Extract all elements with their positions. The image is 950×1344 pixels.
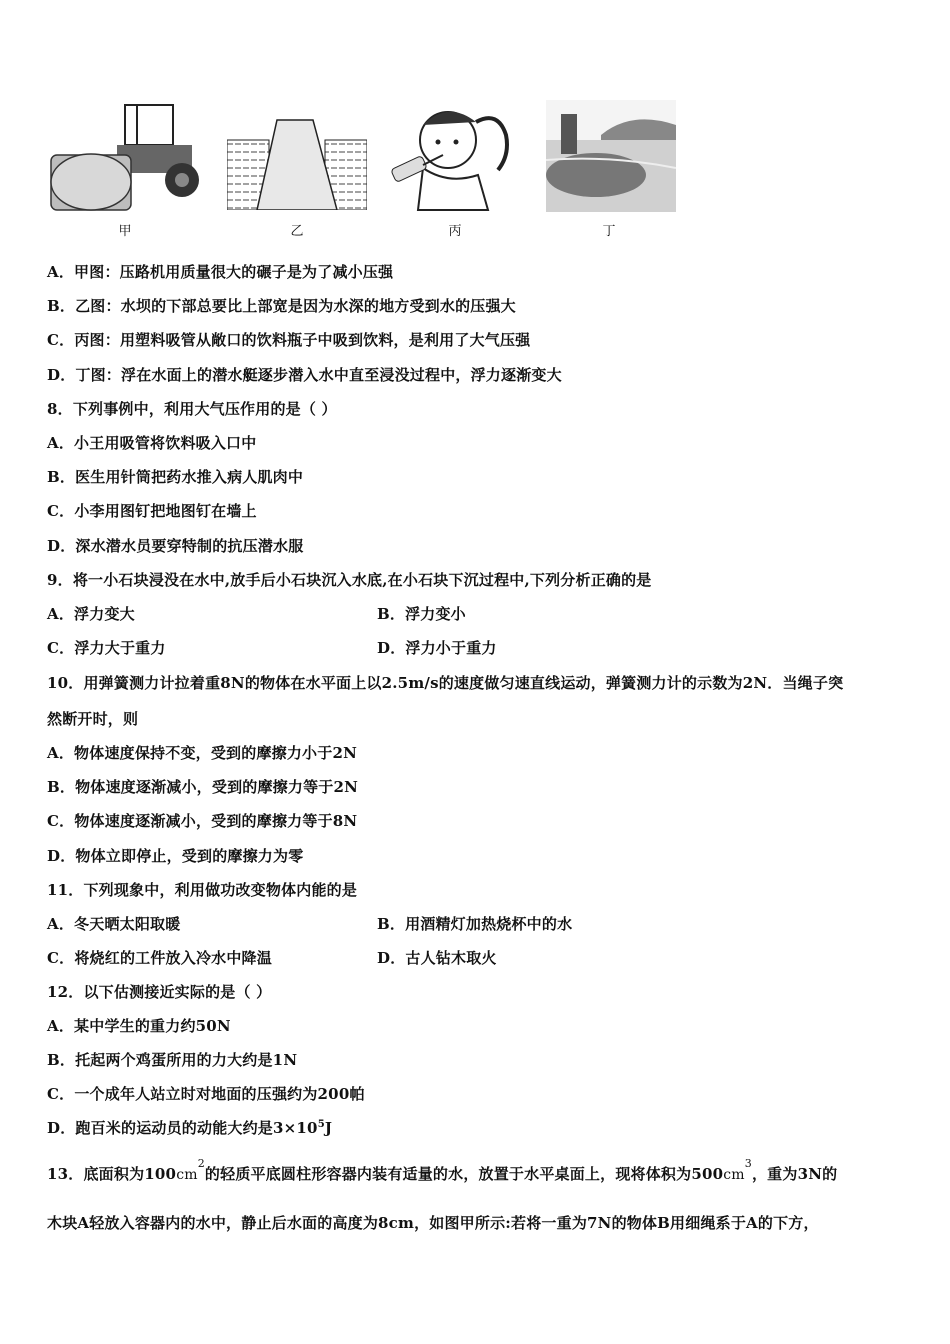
q11-option-d: D．古人钻木取火: [377, 949, 497, 967]
road-roller-figure: [47, 100, 202, 215]
q10-stem-line2: 然断开时，则: [47, 710, 139, 728]
figure-strip: [0, 100, 950, 250]
q9-option-d: D．浮力小于重力: [377, 639, 497, 657]
q12-option-d-exponent: 5: [317, 1119, 325, 1130]
q7-option-d: D．丁图：浮在水面上的潜水艇逐步潜入水中直至浸没过程中，浮力逐渐变大: [47, 366, 562, 384]
caption-bing: 丙: [448, 224, 462, 239]
q9-option-a: A．浮力变大: [47, 605, 135, 623]
q10-option-a: A．物体速度保持不变，受到的摩擦力小于2N: [47, 744, 357, 762]
q13-unit2-text: cm: [723, 1167, 745, 1183]
q9-option-c: C．浮力大于重力: [47, 639, 166, 657]
q13-part3: ，重为3N的: [751, 1165, 838, 1183]
q12-option-d-suffix: J: [324, 1119, 333, 1137]
q11-option-a: A．冬天晒太阳取暖: [47, 915, 181, 933]
q7-option-b: B．乙图：水坝的下部总要比上部宽是因为水深的地方受到水的压强大: [47, 297, 516, 315]
q13-stem-line1: [47, 1157, 838, 1184]
q12-option-c: C．一个成年人站立时对地面的压强约为200帕: [47, 1085, 365, 1103]
q13-unit2-exp: 3: [744, 1157, 752, 1170]
dam-figure: [227, 100, 367, 210]
caption-jia: 甲: [118, 224, 132, 239]
q10-option-c: C．物体速度逐渐减小，受到的摩擦力等于8N: [47, 812, 358, 830]
submarine-figure: [546, 100, 676, 212]
q12-option-a: A．某中学生的重力约50N: [47, 1017, 231, 1035]
q12-stem: 12．以下估测接近实际的是（ ）: [47, 983, 272, 1001]
q8-option-b: B．医生用针筒把药水推入病人肌肉中: [47, 468, 304, 486]
caption-yi: 乙: [290, 224, 304, 239]
q13-unit1: [176, 1157, 205, 1183]
q11-option-b: B．用酒精灯加热烧杯中的水: [377, 915, 573, 933]
q7-option-c: C．丙图：用塑料吸管从敞口的饮料瓶子中吸到饮料，是利用了大气压强: [47, 331, 531, 349]
q8-option-d: D．深水潜水员要穿特制的抗压潜水服: [47, 537, 304, 555]
q13-unit2: [723, 1157, 752, 1183]
caption-ding: 丁: [602, 224, 616, 239]
q7-option-a: A．甲图：压路机用质量很大的碾子是为了减小压强: [47, 263, 394, 281]
q8-option-c: C．小李用图钉把地图钉在墙上: [47, 502, 257, 520]
q12-option-d-prefix: D．跑百米的运动员的动能大约是3×10: [47, 1119, 318, 1137]
girl-drinking-figure: [388, 100, 523, 215]
q12-option-d: [47, 1117, 332, 1138]
q9-option-b: B．浮力变小: [377, 605, 466, 623]
q13-part2: 的轻质平底圆柱形容器内装有适量的水，放置于水平桌面上，现将体积为500: [204, 1165, 724, 1183]
q13-unit1-exp: 2: [197, 1157, 205, 1170]
q12-option-b: B．托起两个鸡蛋所用的力大约是1N: [47, 1051, 298, 1069]
q11-stem: 11．下列现象中，利用做功改变物体内能的是: [47, 881, 358, 899]
q10-option-d: D．物体立即停止，受到的摩擦力为零: [47, 847, 304, 865]
q10-stem-line1: 10．用弹簧测力计拉着重8N的物体在水平面上以2.5m/s的速度做匀速直线运动，弹簧测力计的示数为2N．当绳子突: [47, 674, 844, 692]
q10-option-b: B．物体速度逐渐减小，受到的摩擦力等于2N: [47, 778, 359, 796]
q13-unit1-text: cm: [176, 1167, 198, 1183]
q8-option-a: A．小王用吸管将饮料吸入口中: [47, 434, 257, 452]
q13-stem-line2: 木块A轻放入容器内的水中，静止后水面的高度为8cm，如图甲所示:若将一重为7N的物体B用细绳系于A的下方，: [47, 1214, 819, 1232]
q11-option-c: C．将烧红的工件放入冷水中降温: [47, 949, 272, 967]
q8-stem: 8．下列事例中，利用大气压作用的是（ ）: [47, 400, 337, 418]
q9-stem: 9．将一小石块浸没在水中,放手后小石块沉入水底,在小石块下沉过程中,下列分析正确的是: [47, 571, 652, 589]
q13-part1: 13．底面积为100: [47, 1165, 177, 1183]
